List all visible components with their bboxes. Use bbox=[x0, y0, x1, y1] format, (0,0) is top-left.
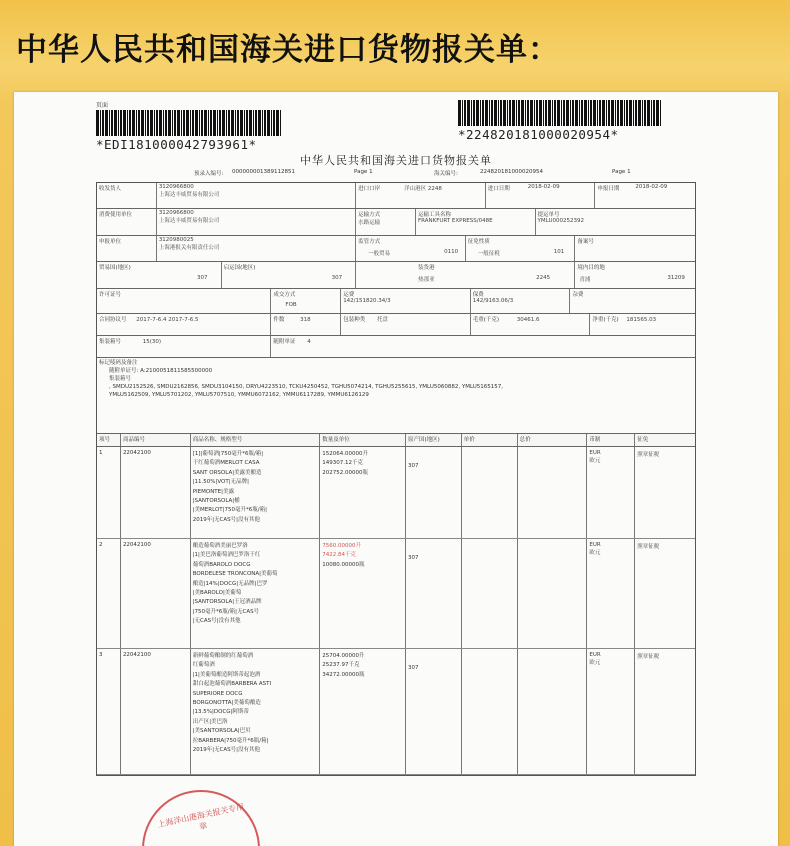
barcode-bar bbox=[653, 100, 655, 126]
goods-header-cell: 币制 bbox=[587, 434, 635, 446]
barcode-bar bbox=[246, 110, 248, 136]
barcode-bar bbox=[127, 110, 128, 136]
row-marks bbox=[97, 358, 695, 434]
barcode-bar bbox=[503, 100, 506, 126]
record-no: 备案号 bbox=[577, 239, 594, 245]
barcode-bar bbox=[579, 100, 580, 126]
goods-currency: EUR 欧元 bbox=[587, 447, 635, 538]
barcode-bar bbox=[165, 110, 167, 136]
supervision-mode: 监管方式 一般贸易 0110 bbox=[356, 236, 466, 261]
barcode-bar bbox=[584, 100, 587, 126]
barcode-bar bbox=[240, 110, 243, 136]
barcode-bar bbox=[159, 110, 162, 136]
barcode-bar bbox=[253, 110, 254, 136]
barcode-bar bbox=[539, 100, 542, 126]
barcode-bar bbox=[280, 110, 281, 136]
agent-value: 3120980025 上海港报关有限责任公司 bbox=[157, 236, 356, 261]
origin-country: 启运国(地区) 307 bbox=[222, 262, 357, 288]
agent-label: 申报单位 bbox=[97, 236, 157, 261]
barcode-bar bbox=[145, 110, 146, 136]
barcode-left bbox=[96, 100, 282, 152]
barcode-bar bbox=[581, 100, 583, 126]
barcode-bar bbox=[96, 110, 99, 136]
barcode-bar bbox=[611, 100, 614, 126]
barcode-bar bbox=[100, 110, 101, 136]
barcode-left-text: *EDI181000042793961* bbox=[96, 137, 257, 152]
barcode-bar bbox=[624, 100, 625, 126]
goods-row bbox=[97, 539, 695, 649]
barcode-bar bbox=[588, 100, 589, 126]
barcode-bar bbox=[516, 100, 517, 126]
declare-date: 申报日期 2018-02-09 bbox=[597, 184, 668, 192]
barcode-bar bbox=[536, 100, 538, 126]
goods-list bbox=[97, 447, 695, 775]
row-countries bbox=[97, 262, 695, 289]
barcode-bar bbox=[172, 110, 173, 136]
insurance: 保费 142/9163.06/3 bbox=[471, 289, 571, 313]
destination: 境内目的地 青浦 31209 bbox=[577, 265, 685, 283]
goods-origin: 307 bbox=[406, 447, 462, 538]
barcode-bar bbox=[129, 110, 131, 136]
row-agent bbox=[97, 236, 695, 262]
goods-quantity: 152064.00000升 149307.12千克 202752.00000瓶 bbox=[320, 447, 406, 538]
barcode-bar bbox=[482, 100, 484, 126]
customs-stamp bbox=[142, 790, 260, 846]
goods-name: [1]|葡萄酒|750毫升*6瓶/箱| 干红葡萄酒MERLOT CASA SANT ORSOLA|美露美酿造 |11.50%|VOT|无品牌| PIEMONTE|美露 |SANTORSOLA|桶 |美MERLOT|750毫升*6瓶/箱| 2019年|无CAS号|没有其他 bbox=[191, 447, 321, 538]
barcode-bar bbox=[534, 100, 535, 126]
loading-port: 装货港 热那亚 2245 bbox=[356, 262, 575, 288]
barcode-bar bbox=[566, 100, 569, 126]
barcode-bar bbox=[174, 110, 176, 136]
barcode-bar bbox=[199, 110, 200, 136]
barcode-bar bbox=[545, 100, 547, 126]
barcode-bar bbox=[154, 110, 155, 136]
goods-code: 22042100 bbox=[121, 539, 191, 648]
goods-quantity: 7560.00000升 7422.84千克 10080.00000瓶 bbox=[320, 539, 406, 648]
barcode-bar bbox=[512, 100, 515, 126]
barcode-bar bbox=[597, 100, 598, 126]
barcode-bar bbox=[462, 100, 463, 126]
barcode-right-text: *224820181000020954* bbox=[458, 127, 619, 142]
consumer-label: 消费使用单位 bbox=[97, 209, 157, 235]
attached-docs: 随附单证 4 bbox=[273, 339, 311, 345]
marks-line: , SMDU2152526, SMDU2162856, SMDU3104150, DRYU4223510, TCKU4250452, TGHU5074214, TGHU5255615, YMLU5060882, YMLU5165157, bbox=[109, 384, 504, 390]
goods-unit-price bbox=[462, 447, 518, 538]
barcode-bar bbox=[228, 110, 230, 136]
barcode-bar bbox=[552, 100, 553, 126]
goods-total-price bbox=[518, 447, 588, 538]
import-date: 进口日期 2018-02-09 bbox=[486, 183, 596, 208]
row-container bbox=[97, 336, 695, 358]
barcode-bar bbox=[615, 100, 616, 126]
goods-no: 2 bbox=[97, 539, 121, 648]
barcode-bar bbox=[572, 100, 574, 126]
customs-declaration-document bbox=[14, 92, 778, 846]
marks-line: YMLU5162509, YMLU5701202, YMLU5707510, YMMU6072162, YMMU6117289, YMMU6126129 bbox=[109, 392, 369, 398]
barcode-bar bbox=[219, 110, 221, 136]
barcode-bar bbox=[190, 110, 191, 136]
trade-country: 贸易国(地区) 307 bbox=[97, 262, 222, 288]
barcode-bar bbox=[602, 100, 605, 126]
barcode-bar bbox=[118, 110, 119, 136]
goods-header-cell: 征免 bbox=[637, 437, 649, 443]
barcode-bar bbox=[617, 100, 619, 126]
barcode-bar bbox=[255, 110, 257, 136]
barcode-bar bbox=[231, 110, 234, 136]
goods-name: 酿造葡萄酒美丽巴罗洛 |1|美巴洛葡萄酒巴罗洛干红 葡萄酒BAROLO DOCG BORDELESE TRONCONA|美葡萄 酿造|14%|DOCG|无品牌|巴罗 |美BAROLO|美葡萄 |SANTORSOLA|王冠酒品牌 |750毫升*6瓶/箱|无CAS号 |无CAS号|没有其他 bbox=[191, 539, 321, 648]
contract-no: 合同协议号 2017-7-6.4 2017-7-6.5 bbox=[97, 314, 271, 335]
barcode-bar bbox=[651, 100, 652, 126]
barcode-bar bbox=[489, 100, 490, 126]
row-license bbox=[97, 289, 695, 314]
barcode-bar bbox=[186, 110, 189, 136]
barcode-bar bbox=[111, 110, 113, 136]
goods-header-cell: 总价 bbox=[518, 434, 588, 446]
barcode-bar bbox=[147, 110, 149, 136]
barcode-bar bbox=[120, 110, 122, 136]
barcode-bar bbox=[249, 110, 252, 136]
barcode-bar bbox=[141, 110, 144, 136]
form-title: 中华人民共和国海关进口货物报关单 bbox=[300, 154, 492, 167]
barcode-bar bbox=[525, 100, 526, 126]
goods-no: 1 bbox=[97, 447, 121, 538]
marks-line: 集装箱号 bbox=[109, 376, 132, 382]
barcode-bar bbox=[156, 110, 158, 136]
import-port: 进口口岸 洋山港区 2248 bbox=[356, 183, 486, 208]
barcode-bar bbox=[527, 100, 529, 126]
barcode-bar bbox=[593, 100, 596, 126]
stamp-text: 上海洋山港海关报关专用章 bbox=[156, 802, 245, 832]
marks-remarks: 标记唛码及备注 随附单证号: A:2100051811585500000 集装箱号 , SMDU2152526, SMDU2162856, SMDU3104150, DRYU4223510, TCKU4250452, TGHU5074214, TGHU5255615, YMLU5060882, YMLU5165157, YMLU5162509, YMLU5701202, YMLU5707510, YMMU6072162, YMMU6117289, YMMU6126129 bbox=[97, 358, 695, 433]
barcode-bar bbox=[509, 100, 511, 126]
barcode-bar bbox=[660, 100, 661, 126]
marks-line: 随附单证号: A:2100051811585500000 bbox=[109, 368, 213, 374]
barcode-bar bbox=[204, 110, 207, 136]
barcode-bar bbox=[575, 100, 578, 126]
barcode-bar bbox=[262, 110, 263, 136]
barcode-left-small-label: 页面 bbox=[96, 102, 109, 109]
barcode-bar bbox=[656, 100, 659, 126]
barcode-bar bbox=[557, 100, 560, 126]
barcode-bar bbox=[276, 110, 279, 136]
goods-header-cell: 原产国(地区) bbox=[406, 434, 462, 446]
barcode-bar bbox=[608, 100, 610, 126]
license-no: 许可证号 bbox=[97, 289, 271, 313]
barcode-bar bbox=[563, 100, 565, 126]
barcode-bar bbox=[638, 100, 641, 126]
barcode-bar bbox=[561, 100, 562, 126]
barcode-left-bars bbox=[96, 110, 282, 136]
barcode-bar bbox=[226, 110, 227, 136]
barcode-bar bbox=[201, 110, 203, 136]
goods-levy: 照章征税 bbox=[637, 544, 660, 550]
barcode-bar bbox=[494, 100, 497, 126]
title-banner bbox=[0, 0, 790, 92]
barcode-bar bbox=[123, 110, 126, 136]
barcode-bar bbox=[213, 110, 216, 136]
barcode-bar bbox=[105, 110, 108, 136]
goods-code: 22042100 bbox=[121, 447, 191, 538]
goods-code: 22042100 bbox=[121, 649, 191, 774]
barcode-bar bbox=[467, 100, 470, 126]
barcode-bar bbox=[168, 110, 171, 136]
goods-header-cell: 项号 bbox=[97, 434, 121, 446]
barcode-bar bbox=[114, 110, 117, 136]
goods-header bbox=[97, 434, 695, 447]
barcode-bar bbox=[132, 110, 135, 136]
goods-row bbox=[97, 447, 695, 539]
goods-row bbox=[97, 649, 695, 775]
goods-no: 3 bbox=[97, 649, 121, 774]
barcode-bar bbox=[570, 100, 571, 126]
barcode-bar bbox=[273, 110, 275, 136]
barcode-bar bbox=[138, 110, 140, 136]
marks-lines bbox=[99, 367, 693, 399]
barcode-bar bbox=[635, 100, 637, 126]
vessel-name: 运输工具名称 FRANKFURT EXPRESS/048E bbox=[416, 209, 536, 235]
barcode-bar bbox=[620, 100, 623, 126]
goods-unit-price bbox=[462, 539, 518, 648]
barcode-bar bbox=[136, 110, 137, 136]
barcode-bar bbox=[183, 110, 185, 136]
barcode-bar bbox=[626, 100, 628, 126]
barcode-bar bbox=[458, 100, 461, 126]
declaration-grid bbox=[96, 182, 696, 776]
barcode-bar bbox=[548, 100, 551, 126]
barcode-bar bbox=[267, 110, 270, 136]
consumer-value: 3120966800 上海达丰威贸易有限公司 bbox=[157, 209, 356, 235]
consignee-value: 3120966800 上海达丰威贸易有限公司 bbox=[157, 183, 356, 208]
barcode-bar bbox=[181, 110, 182, 136]
row-consumer bbox=[97, 209, 695, 236]
page-indicator-2: Page 1 bbox=[612, 169, 631, 175]
transport-mode: 运输方式 水路运输 bbox=[356, 209, 416, 235]
goods-total-price bbox=[518, 539, 588, 648]
barcode-bar bbox=[150, 110, 153, 136]
barcode-bar bbox=[195, 110, 198, 136]
barcode-bar bbox=[480, 100, 481, 126]
barcode-bar bbox=[192, 110, 194, 136]
barcode-bar bbox=[606, 100, 607, 126]
goods-header-cell: 商品名称、规格型号 bbox=[191, 434, 321, 446]
goods-currency: EUR 欧元 bbox=[587, 649, 635, 774]
barcode-bar bbox=[518, 100, 520, 126]
barcode-bar bbox=[235, 110, 236, 136]
barcode-bar bbox=[599, 100, 601, 126]
deal-mode: 成交方式 FOB bbox=[271, 289, 341, 313]
container-no: 集装箱号 15(30) bbox=[97, 336, 271, 357]
barcode-bar bbox=[498, 100, 499, 126]
page-indicator-1: Page 1 bbox=[354, 169, 373, 175]
barcode-bar bbox=[554, 100, 556, 126]
barcode-bar bbox=[476, 100, 479, 126]
levy-nature: 征免性质 一般征税 101 bbox=[466, 236, 576, 261]
barcode-bar bbox=[543, 100, 544, 126]
pre-entry-number: 000000001389112851 bbox=[232, 169, 295, 175]
goods-total-price bbox=[518, 649, 588, 774]
barcode-bar bbox=[102, 110, 104, 136]
barcode-bar bbox=[500, 100, 502, 126]
barcode-bar bbox=[237, 110, 239, 136]
barcode-bar bbox=[217, 110, 218, 136]
goods-levy: 照章征税 bbox=[637, 654, 660, 660]
barcode-bar bbox=[271, 110, 272, 136]
barcode-bar bbox=[177, 110, 180, 136]
gross-weight: 毛重(千克) 30461.6 bbox=[471, 314, 591, 335]
barcode-bar bbox=[222, 110, 225, 136]
row-consignee bbox=[97, 183, 695, 209]
barcode-bar bbox=[471, 100, 472, 126]
misc-fee: 杂费 bbox=[572, 292, 584, 298]
barcode-right-bars bbox=[458, 100, 662, 126]
barcode-bar bbox=[210, 110, 212, 136]
barcode-bar bbox=[507, 100, 508, 126]
barcode-bar bbox=[264, 110, 266, 136]
barcode-right bbox=[458, 100, 662, 142]
barcode-bar bbox=[647, 100, 650, 126]
barcode-bar bbox=[163, 110, 164, 136]
goods-levy: 照章征税 bbox=[637, 452, 660, 458]
barcode-bar bbox=[629, 100, 632, 126]
bill-of-lading: 提运单号 YMLU000252392 bbox=[537, 212, 584, 224]
banner-title: 中华人民共和国海关进口货物报关单： bbox=[16, 31, 560, 68]
pieces: 件数 318 bbox=[271, 314, 341, 335]
consignee-label: 收发货人 bbox=[97, 183, 157, 208]
barcode-bar bbox=[633, 100, 634, 126]
row-contract bbox=[97, 314, 695, 336]
goods-origin: 307 bbox=[406, 649, 462, 774]
barcode-bar bbox=[244, 110, 245, 136]
barcode-bar bbox=[464, 100, 466, 126]
barcode-bar bbox=[521, 100, 524, 126]
goods-currency: EUR 欧元 bbox=[587, 539, 635, 648]
goods-header-cell: 数量及单位 bbox=[320, 434, 406, 446]
barcode-bar bbox=[642, 100, 643, 126]
customs-number: 224820181000020954 bbox=[480, 169, 543, 175]
goods-quantity: 25704.00000升 25237.97千克 34272.00000瓶 bbox=[320, 649, 406, 774]
barcode-bar bbox=[644, 100, 646, 126]
barcode-bar bbox=[109, 110, 110, 136]
barcode-bar bbox=[473, 100, 475, 126]
barcode-bar bbox=[485, 100, 488, 126]
goods-origin: 307 bbox=[406, 539, 462, 648]
barcode-bar bbox=[258, 110, 261, 136]
net-weight: 净重(千克) 181565.03 bbox=[592, 317, 657, 323]
pre-entry-label: 预录入编号: bbox=[194, 171, 224, 177]
barcode-bar bbox=[491, 100, 493, 126]
goods-name: 新鲜葡萄酿制的红葡萄酒 红葡萄酒 |1|美葡萄酿造阿斯蒂起泡酒 甜白起泡葡萄酒BARBERA ASTI SUPERIORE DOCG BORGONOTTA|美葡萄酿造 |13.5%|DOCG|阿斯蒂 出产区|美巴洛 |美SANTORSOLA|巴贝 拉BARBERA|750毫升*6瓶/箱| 2019年|无CAS号|没有其他 bbox=[191, 649, 321, 774]
goods-header-cell: 单价 bbox=[462, 434, 518, 446]
goods-header-cell: 商品编号 bbox=[121, 434, 191, 446]
goods-unit-price bbox=[462, 649, 518, 774]
barcode-bar bbox=[590, 100, 592, 126]
customs-no-label: 海关编号: bbox=[434, 171, 458, 177]
barcode-bar bbox=[530, 100, 533, 126]
freight: 运费 142/151820.34/3 bbox=[341, 289, 471, 313]
barcode-bar bbox=[208, 110, 209, 136]
pack-type: 包装种类 托盘 bbox=[341, 314, 471, 335]
